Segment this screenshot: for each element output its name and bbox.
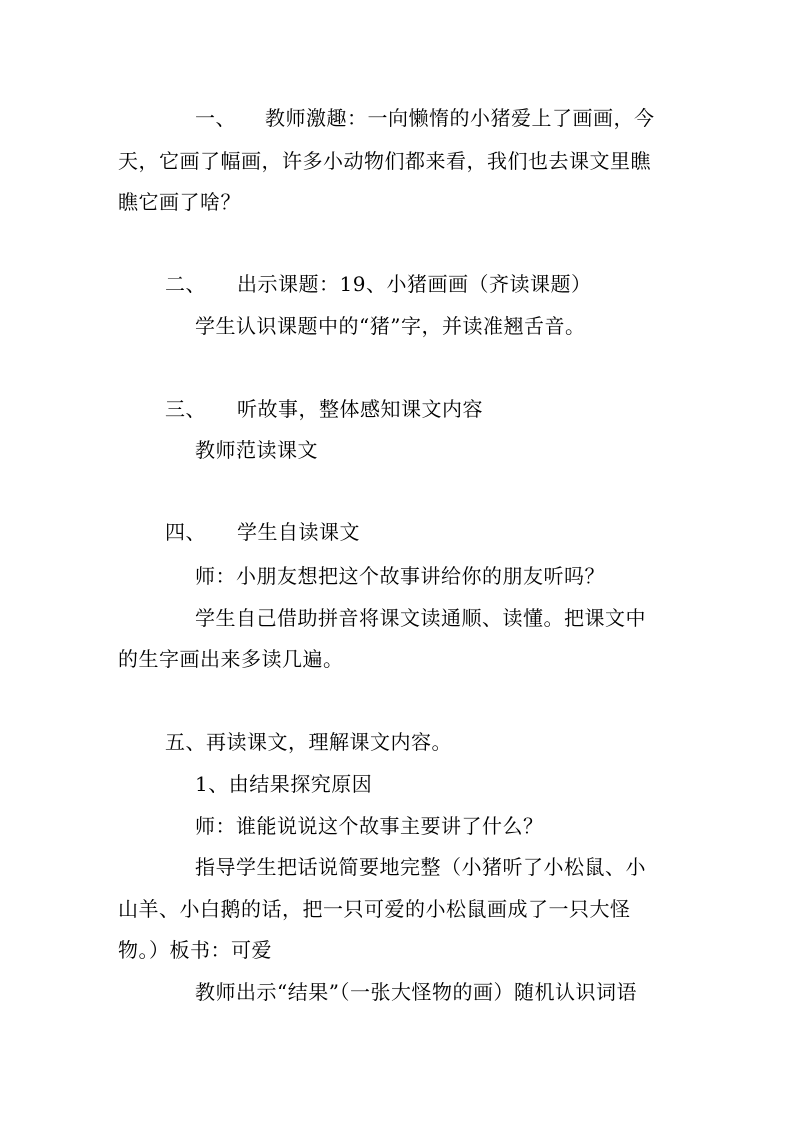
- section-number: 三、: [165, 397, 206, 421]
- section-2-heading: [165, 272, 591, 296]
- section-3-heading: [165, 397, 483, 421]
- section-4-heading: [165, 520, 360, 544]
- paragraph-line: 师：小朋友想把这个故事讲给你的朋友听吗？: [195, 564, 605, 588]
- section-heading: 再读课文，理解课文内容。: [206, 730, 452, 754]
- paragraph-line: 师：谁能说说这个故事主要讲了什么？: [195, 814, 544, 838]
- paragraph-line: 指导学生把话说简要地完整（小猪听了小松鼠、小: [195, 855, 646, 879]
- paragraph-line: 学生自己借助拼音将课文读通顺、读懂。把课文中: [195, 606, 646, 630]
- paragraph-line: 学生认识课题中的“猪”字，并读准翘舌音。: [195, 314, 586, 338]
- paragraph-text: 教师激趣：一向懒惰的小猪爱上了画画，今: [265, 106, 655, 130]
- section-number: 二、: [165, 272, 206, 296]
- paragraph-line: 教师出示“结果”（一张大怪物的画）随机认识词语: [195, 980, 637, 1004]
- paragraph-line: 1、由结果探究原因: [195, 772, 373, 796]
- section-heading: 听故事，整体感知课文内容: [237, 397, 483, 421]
- section-1-first-line: [195, 106, 655, 130]
- paragraph-line: 瞧它画了啥？: [118, 190, 241, 214]
- paragraph-line: 教师范读课文: [195, 438, 318, 462]
- section-number: 四、: [165, 520, 206, 544]
- paragraph-line: 的生字画出来多读几遍。: [118, 647, 344, 671]
- section-heading: 出示课题：19、小猪画画（齐读课题）: [237, 272, 592, 296]
- section-heading: 学生自读课文: [237, 520, 360, 544]
- paragraph-line: 山羊、小白鹅的话，把一只可爱的小松鼠画成了一只大怪: [118, 897, 631, 921]
- section-5-heading: [165, 730, 452, 754]
- section-number: 五、: [165, 730, 206, 754]
- paragraph-line: 物。）板书：可爱: [118, 938, 272, 962]
- paragraph-line: 天，它画了幅画，许多小动物们都来看，我们也去课文里瞧: [118, 149, 651, 173]
- section-number: 一、: [195, 106, 236, 130]
